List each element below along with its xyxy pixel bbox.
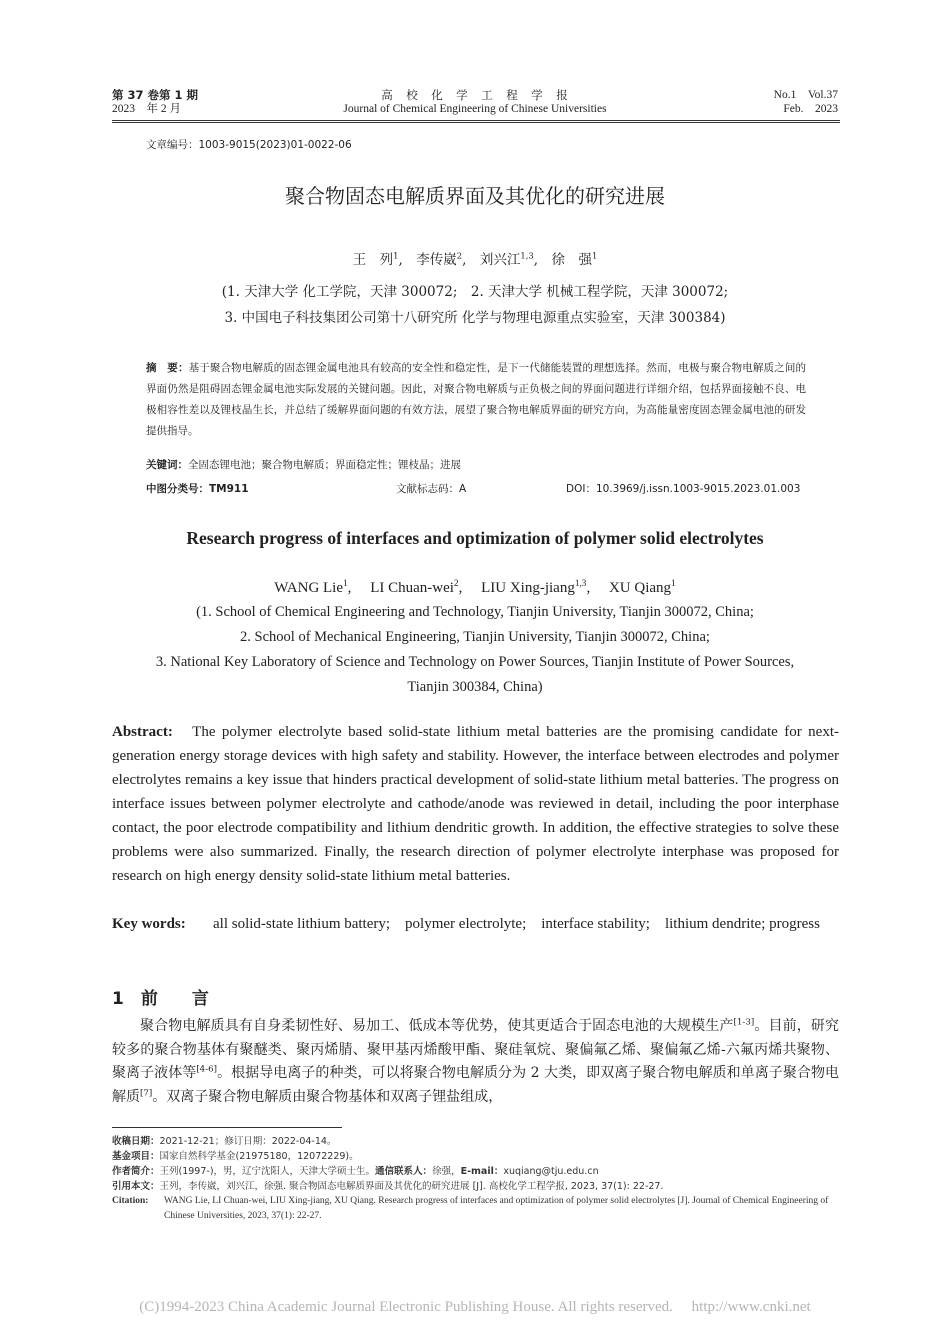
title-cn: 聚合物固态电解质界面及其优化的研究进展	[285, 184, 665, 208]
author-bio	[112, 1164, 839, 1179]
doi: DOI：10.3969/j.issn.1003-9015.2023.01.003	[566, 483, 801, 495]
citation-ref-3: [7]	[140, 1087, 153, 1098]
affil-en-line-4: Tianjin 300384, China)	[407, 679, 543, 695]
received-date	[112, 1134, 839, 1149]
citation-en	[112, 1194, 839, 1224]
abstract-en	[112, 720, 839, 888]
issue-date: 2023 年 2 月	[112, 103, 181, 115]
header-rule	[112, 120, 840, 121]
author-cn-3-affil: 1,3	[520, 250, 534, 261]
affiliations-en	[0, 600, 950, 700]
body-text-2: 。目前，研究较多的聚合物基体有聚醚类、聚丙烯腈、聚甲基丙烯酸甲酯、聚硅氧烷、聚偏氟乙烯、聚偏氟乙烯-六氟丙烯共聚物、聚离子液体等	[112, 1018, 840, 1081]
fund-value: 国家自然科学基金(21975180，12072229)。	[159, 1151, 359, 1162]
clc-number	[146, 480, 249, 498]
clc-text: 中图分类号：TM911	[146, 483, 249, 495]
body-text-1: 聚合物电解质具有自身柔韧性好、易加工、低成本等优势，使其更适合于固态电池的大规模生产	[140, 1018, 734, 1034]
citation-ref-2: [4-6]	[196, 1064, 218, 1075]
affil-en-line-3: 3. National Key Laboratory of Science and Technology on Power Sources, Tianjin Institute of Power Sources,	[155, 654, 795, 670]
affil-cn-line-1: (1. 天津大学 化工学院，天津 300072; 2. 天津大学 机械工程学院，天津 300072;	[221, 284, 729, 300]
citation-en-label: Citation:	[112, 1196, 149, 1206]
author-bio-value: 王列(1997-)，男，辽宁沈阳人，天津大学硕士生。	[159, 1166, 376, 1177]
author-en-3: LIU Xing-jiang	[481, 580, 575, 596]
section-1-body	[112, 1015, 839, 1109]
keywords-cn-label: 关键词：	[146, 459, 188, 471]
authors-en: WANG Lie$^1$, LI Chuan-wei$^2$, LIU Xing-jiang$^{1,3}$, XU Qiang$^1$	[274, 579, 676, 596]
received-value: 2021-12-21；修订日期：2022-04-14。	[159, 1136, 337, 1147]
contact-label: 通信联系人：	[375, 1166, 433, 1177]
keywords-cn	[146, 455, 806, 475]
author-bio-label: 作者简介：	[112, 1166, 160, 1177]
author-en-1: WANG Lie	[274, 580, 344, 596]
affiliations-cn	[0, 279, 950, 331]
affil-en-line-2: 2. School of Mechanical Engineering, Tianjin University, Tianjin 300072, China;	[240, 629, 710, 645]
citation-cn-label: 引用本文：	[112, 1181, 160, 1192]
author-en-4: XU Qiang	[608, 580, 672, 596]
fund-info	[112, 1149, 839, 1164]
author-cn-2: 李传崴	[416, 252, 457, 268]
author-en-4-affil: 1	[671, 579, 676, 589]
abstract-en-label: Abstract:	[112, 724, 173, 740]
abstract-cn	[146, 358, 806, 442]
title-en: Research progress of interfaces and optimization of polymer solid electrolytes	[186, 528, 764, 548]
fund-label: 基金项目：	[112, 1151, 160, 1162]
issue-info-en	[774, 88, 838, 116]
author-cn-3: 刘兴江	[479, 252, 521, 268]
author-cn-4: 徐 强	[551, 252, 592, 268]
contact-value: 徐强，	[432, 1166, 461, 1177]
issue-volume: 第 37 卷第 1 期	[112, 88, 199, 102]
affil-cn-line-2: 3. 中国电子科技集团公司第十八研究所 化学与物理电源重点实验室，天津 300384)	[224, 310, 726, 326]
author-cn-1-affil: 1	[393, 250, 399, 261]
author-cn-1: 王 列	[352, 252, 394, 268]
abstract-en-text: The polymer electrolyte based solid-state lithium metal batteries are the promising candidate for next-generation energy storage devices with high safety and stability. However, the interface between electrodes and polymer electrolytes remains a key issue that hinders practical development of solid-state lithium metal batteries. The progress on interface issues between polymer electrolyte and cathode/anode was reviewed in detail, including the poor interphase contact, the poor electrode compatibility and lithium dendritic growth. In addition, the effective strategies to solve these problems were also summarized. Finally, the research direction of polymer electrolyte interphase was proposed for research on high energy density solid-state lithium metal batteries.	[112, 724, 840, 884]
issue-no: No.1 Vol.37	[773, 89, 838, 101]
author-en-2: LI Chuan-wei	[370, 580, 454, 596]
journal-title-cn: 高 校 化 学 工 程 学 报	[381, 88, 569, 102]
email-value: xuqiang@tju.edu.cn	[503, 1166, 599, 1177]
footnotes	[112, 1134, 839, 1224]
email-label: E-mail：	[460, 1166, 504, 1177]
section-1-heading: 1 前 言	[112, 989, 209, 1009]
authors-cn: 王 列$^1$, 李传崴$^2$, 刘兴江$^{1,3}$, 徐 强$^1$	[352, 250, 598, 268]
header-rule-thin	[112, 122, 840, 123]
keywords-cn-text: 全固态锂电池；聚合物电解质；界面稳定性；锂枝晶；进展	[188, 459, 461, 471]
keywords-en-text: all solid-state lithium battery; polymer electrolyte; interface stability; lithium dendrite; progress	[213, 916, 820, 932]
author-en-2-affil: 2	[453, 579, 459, 589]
citation-cn	[112, 1179, 839, 1194]
abstract-cn-text: 基于聚合物电解质的固态锂金属电池具有较高的安全性和稳定性，是下一代储能装置的理想选择。然而，电极与聚合物电解质之间的界面仍然是阻碍固态锂金属电池实际发展的关键问题。因此，对聚合物电解质与正负极之间的界面问题进行详细介绍，包括界面接触不良、电极相容性差以及锂枝晶生长，并总结了缓解界面问题的有效方法，展望了聚合物电解质界面的研究方向，为高能量密度固态锂金属电池的研发提供指导。	[146, 362, 807, 437]
document-code: 文献标志码：A	[396, 483, 467, 495]
article-number: 文章编号：1003-9015(2023)01-0022-06	[146, 139, 352, 151]
author-cn-2-affil: 2	[456, 250, 463, 261]
keywords-en-label: Key words:	[112, 916, 186, 932]
author-en-3-affil: 1,3	[574, 579, 587, 589]
citation-ref-1: [1-3]	[733, 1017, 755, 1028]
body-text-3: 。根据导电离子的种类，可以将聚合物电解质分为 2 大类，即双离子聚合物电解质和单离子聚合物电解质	[112, 1065, 840, 1105]
footnote-rule	[112, 1127, 342, 1128]
citation-cn-value: 王列，李传崴，刘兴江，徐强. 聚合物固态电解质界面及其优化的研究进展 [J]. 高校化学工程学报, 2023, 37(1): 22-27.	[159, 1181, 664, 1192]
cnki-watermark: (C)1994-2023 China Academic Journal Electronic Publishing House. All rights reserved. http://www.cnki.net	[139, 1299, 811, 1315]
abstract-cn-label: 摘 要：	[146, 362, 189, 374]
journal-title-en: Journal of Chemical Engineering of Chinese Universities	[343, 103, 607, 115]
author-en-1-affil: 1	[343, 579, 348, 589]
received-label: 收稿日期：	[112, 1136, 160, 1147]
body-text-4: 。双离子聚合物电解质由聚合物基体和双离子锂盐组成，	[152, 1088, 503, 1105]
citation-en-value: WANG Lie, LI Chuan-wei, LIU Xing-jiang, XU Qiang. Research progress of interfaces and optimization of polymer solid electrolytes [J]. Journal of Chemical Engineering of Chinese Universities, 2023, 37(1): 22-27.	[164, 1196, 829, 1221]
issue-month: Feb. 2023	[783, 103, 838, 115]
affil-en-line-1: (1. School of Chemical Engineering and Technology, Tianjin University, Tianjin 300072, China;	[196, 604, 754, 620]
author-cn-4-affil: 1	[592, 250, 598, 261]
